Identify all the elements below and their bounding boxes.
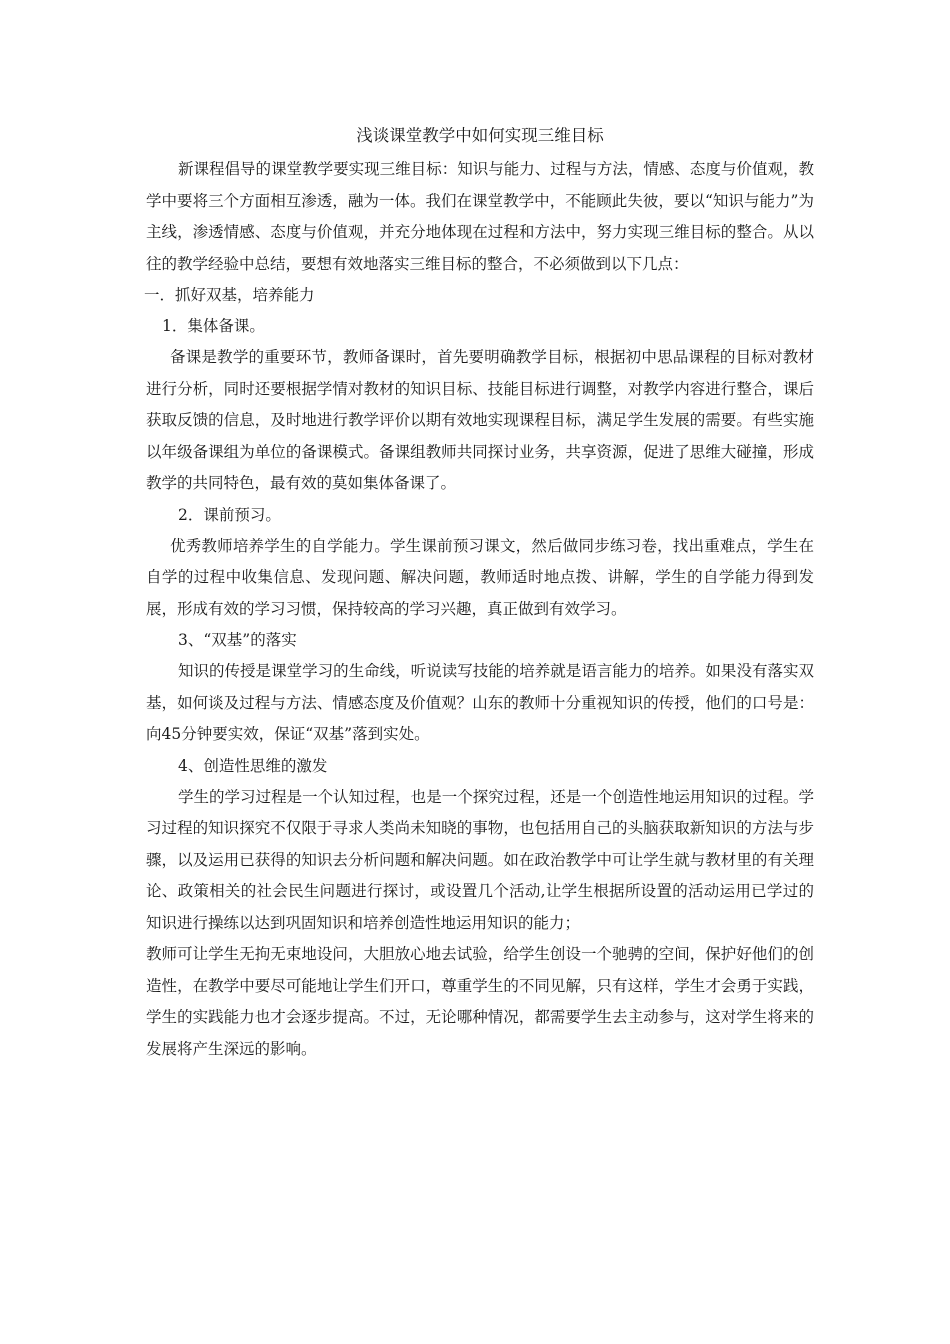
document-content bbox=[146, 124, 814, 1065]
item-4-paragraph: 学生的学习过程是一个认知过程，也是一个探究过程，还是一个创造性地运用知识的过程。学习过程的知识探究不仅限于寻求人类尚未知晓的事物，也包括用自己的头脑获取新知识的方法与步骤，以及运用已获得的知识去分析问题和解决问题。如在政治教学中可让学生就与教材里的有关理论、政策相关的社会民生问题进行探讨，或设置几个活动,让学生根据所设置的活动运用已学过的知识进行操练以达到巩固知识和培养创造性地运用知识的能力； bbox=[146, 787, 814, 932]
item-2-heading: 2．课前预习。 bbox=[178, 505, 281, 524]
intro-paragraph: 新课程倡导的课堂教学要实现三维目标：知识与能力、过程与方法，情感、态度与价值观，教学中要将三个方面相互渗透，融为一体。我们在课堂教学中，不能顾此失彼，要以“知识与能力”为主线，渗透情感、态度与价值观，并充分地体现在过程和方法中，努力实现三维目标的整合。从以往的教学经验中总结，要想有效地落实三维目标的整合，不必须做到以下几点： bbox=[146, 160, 814, 273]
item-3-paragraph: 知识的传授是课堂学习的生命线，听说读写技能的培养就是语言能力的培养。如果没有落实双基，如何谈及过程与方法、情感态度及价值观？山东的教师十分重视知识的传授，他们的口号是：向45分钟要实效，保证“双基”落到实处。 bbox=[146, 662, 814, 743]
item-3-heading: 3、“双基”的落实 bbox=[178, 631, 297, 649]
item-4-heading: 4、创造性思维的激发 bbox=[178, 756, 328, 775]
document-title: 浅谈课堂教学中如何实现三维目标 bbox=[356, 126, 604, 145]
closing-paragraph: 教师可让学生无拘无束地设问，大胆放心地去试验，给学生创设一个驰骋的空间，保护好他们的创造性，在教学中要尽可能地让学生们开口，尊重学生的不同见解，只有这样，学生才会勇于实践，学生的实践能力也才会逐步提高。不过，无论哪种情况，都需要学生去主动参与，这对学生将来的发展将产生深远的影响。 bbox=[146, 945, 814, 1058]
item-1-heading: 1．集体备课。 bbox=[162, 317, 265, 335]
section-1-heading: 一．抓好双基，培养能力 bbox=[144, 286, 315, 304]
item-2-paragraph: 优秀教师培养学生的自学能力。学生课前预习课文，然后做同步练习卷，找出重难点，学生在自学的过程中收集信息、发现问题、解决问题，教师适时地点拨、讲解，学生的自学能力得到发展，形成有效的学习习惯，保持较高的学习兴趣，真正做到有效学习。 bbox=[146, 536, 814, 618]
item-1-paragraph: 备课是教学的重要环节，教师备课时，首先要明确教学目标，根据初中思品课程的目标对教材进行分析，同时还要根据学情对教材的知识目标、技能目标进行调整，对教学内容进行整合，课后获取反馈的信息，及时地进行教学评价以期有效地实现课程目标，满足学生发展的需要。有些实施以年级备课组为单位的备课模式。备课组教师共同探讨业务，共享资源，促进了思维大碰撞，形成教学的共同特色，最有效的莫如集体备课了。 bbox=[146, 348, 814, 492]
